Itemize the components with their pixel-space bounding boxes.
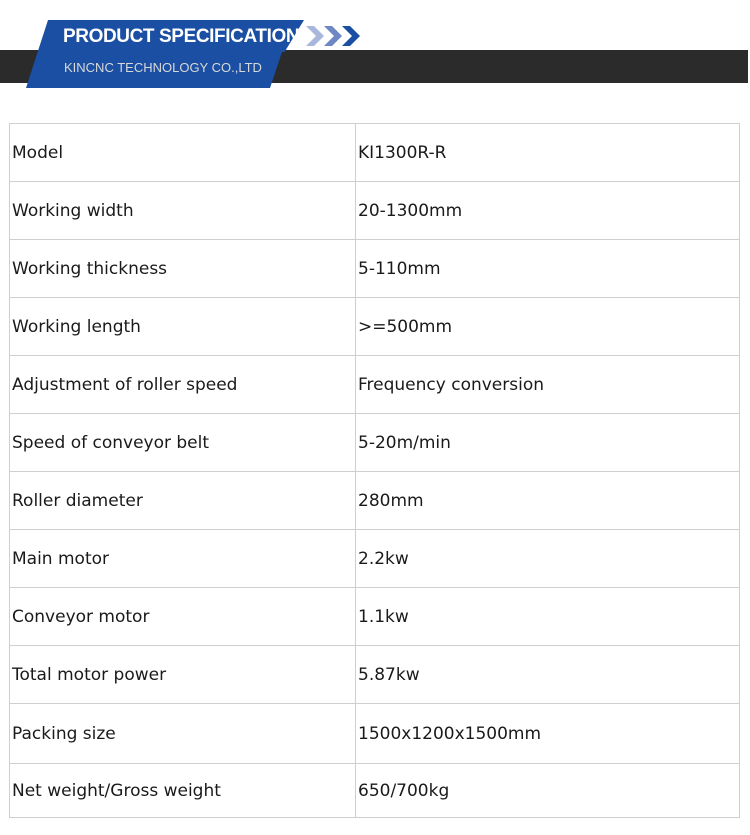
table-row [10,764,740,818]
spec-value: 650/700kg [356,764,740,818]
table-row [10,298,740,356]
table-row [10,356,740,414]
spec-value: >=500mm [356,298,740,356]
spec-value: 5.87kw [356,646,740,704]
spec-header [0,0,750,95]
spec-label: Conveyor motor [10,588,356,646]
company-name: KINCNC TECHNOLOGY CO.,LTD [64,60,262,75]
table-row [10,704,740,764]
table-row [10,646,740,704]
spec-label: Packing size [10,704,356,764]
spec-value: Frequency conversion [356,356,740,414]
spec-label: Main motor [10,530,356,588]
spec-value: 1500x1200x1500mm [356,704,740,764]
page-title: PRODUCT SPECIFICATION [63,26,300,47]
spec-value: 2.2kw [356,530,740,588]
chevron-mid [324,26,342,46]
chevron-light [306,26,324,46]
spec-label: Roller diameter [10,472,356,530]
spec-table-body [10,124,740,818]
table-row [10,414,740,472]
spec-value: 5-110mm [356,240,740,298]
table-row [10,182,740,240]
chevron-right-icon [306,24,368,48]
spec-label: Speed of conveyor belt [10,414,356,472]
spec-value: KI1300R-R [356,124,740,182]
spec-value: 280mm [356,472,740,530]
chevron-dark [342,26,360,46]
spec-label: Working length [10,298,356,356]
spec-value: 1.1kw [356,588,740,646]
table-row [10,124,740,182]
spec-label: Total motor power [10,646,356,704]
spec-label: Working thickness [10,240,356,298]
table-row [10,240,740,298]
spec-label: Net weight/Gross weight [10,764,356,818]
table-row [10,530,740,588]
spec-value: 20-1300mm [356,182,740,240]
table-row [10,472,740,530]
spec-label: Adjustment of roller speed [10,356,356,414]
spec-label: Working width [10,182,356,240]
table-row [10,588,740,646]
spec-value: 5-20m/min [356,414,740,472]
spec-table [9,123,740,818]
spec-label: Model [10,124,356,182]
